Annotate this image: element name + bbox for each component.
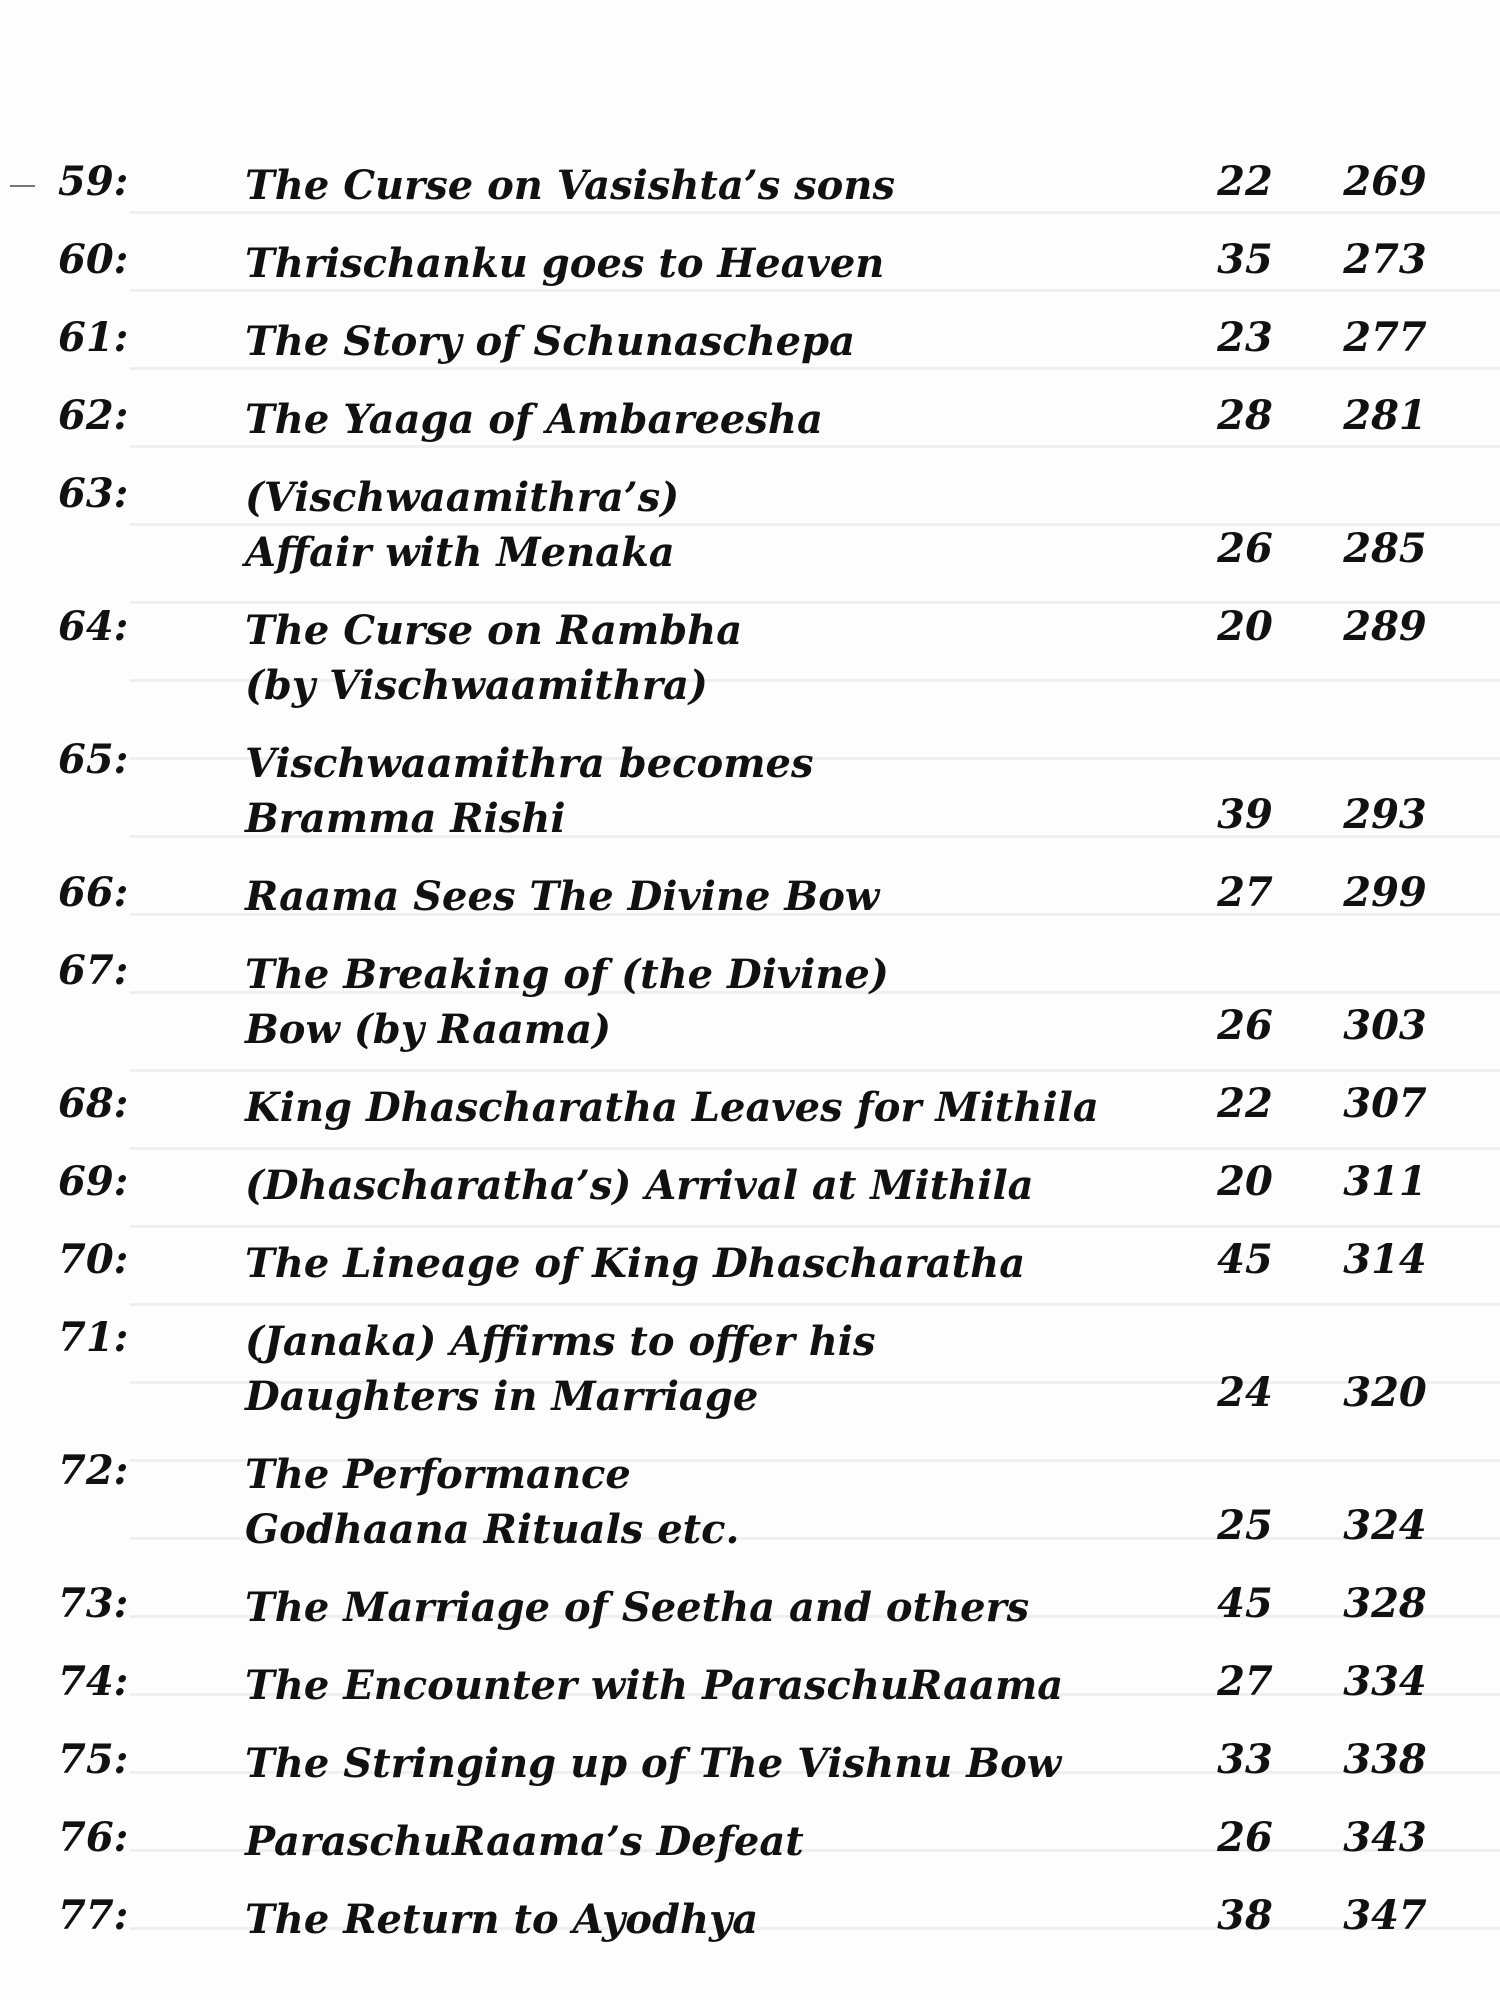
entry-title [245,236,1225,291]
entry-number: 61: [58,314,129,361]
entry-title-line: The Yaaga of Ambareesha [245,396,823,443]
entry-title [245,1314,1225,1424]
entry-page: 281 [1343,392,1427,439]
entry-number: 72: [58,1447,129,1494]
entry-title-line: Daughters in Marriage [245,1373,759,1420]
entry-chapters: 35 [1217,236,1273,283]
entry-page: 334 [1343,1658,1427,1705]
entry-number: 71: [58,1314,129,1361]
entry-page: 285 [1343,525,1427,572]
entry-number: 77: [58,1892,129,1939]
entry-chapters: 22 [1217,1080,1273,1127]
margin-mark [10,185,35,187]
entry-title-line: Godhaana Rituals etc. [245,1506,740,1553]
entry-chapters: 39 [1217,791,1273,838]
entry-title-line: The Stringing up of The Vishnu Bow [245,1740,1062,1787]
entry-title [245,869,1225,924]
entry-title-line: The Encounter with ParaschuRaama [245,1662,1064,1709]
entry-title-line: Bramma Rishi [245,795,566,842]
entry-page: 307 [1343,1080,1427,1127]
entry-chapters: 26 [1217,525,1273,572]
entry-number: 73: [58,1580,129,1627]
entry-title [245,736,1225,846]
entry-page: 338 [1343,1736,1427,1783]
entry-title-line: The Performance [245,1451,631,1498]
entry-page: 293 [1343,791,1427,838]
entry-title-line: The Curse on Vasishta’s sons [245,162,895,209]
entry-title [245,470,1225,580]
entry-chapters: 20 [1217,603,1273,650]
entry-title-line: Bow (by Raama) [245,1006,612,1053]
entry-chapters: 38 [1217,1892,1273,1939]
entry-title-line: (by Vischwaamithra) [245,662,708,709]
entry-chapters: 45 [1217,1580,1273,1627]
entry-chapters: 33 [1217,1736,1273,1783]
entry-title-line: ParaschuRaama’s Defeat [245,1818,804,1865]
entry-number: 66: [58,869,129,916]
entry-title [245,1736,1225,1791]
entry-title-line: Raama Sees The Divine Bow [245,873,880,920]
entry-number: 69: [58,1158,129,1205]
entry-page: 343 [1343,1814,1427,1861]
entry-title-line: Vischwaamithra becomes [245,740,814,787]
entry-title [245,1892,1225,1947]
entry-number: 59: [58,158,129,205]
entry-number: 68: [58,1080,129,1127]
entry-title-line: Affair with Menaka [245,529,675,576]
entry-number: 76: [58,1814,129,1861]
entry-page: 269 [1343,158,1427,205]
entry-page: 273 [1343,236,1427,283]
entry-number: 64: [58,603,129,650]
entry-title [245,392,1225,447]
entry-title-line: The Story of Schunaschepa [245,318,856,365]
entry-page: 277 [1343,314,1427,361]
entry-number: 67: [58,947,129,994]
entry-page: 314 [1343,1236,1427,1283]
entry-title-line: The Lineage of King Dhascharatha [245,1240,1026,1287]
entry-page: 299 [1343,869,1427,916]
entry-title [245,1580,1225,1635]
entry-page: 320 [1343,1369,1427,1416]
entry-number: 75: [58,1736,129,1783]
entry-title-line: The Breaking of (the Divine) [245,951,889,998]
entry-chapters: 20 [1217,1158,1273,1205]
entry-page: 324 [1343,1502,1427,1549]
entry-title [245,1658,1225,1713]
entry-title-line: (Janaka) Affirms to offer his [245,1318,876,1365]
entry-title [245,158,1225,213]
entry-chapters: 22 [1217,158,1273,205]
entry-title [245,314,1225,369]
entry-number: 70: [58,1236,129,1283]
entry-page: 303 [1343,1002,1427,1049]
entry-chapters: 45 [1217,1236,1273,1283]
entry-chapters: 24 [1217,1369,1273,1416]
entry-title [245,1236,1225,1291]
entry-title [245,1158,1225,1213]
entry-number: 74: [58,1658,129,1705]
entry-title-line: (Vischwaamithra’s) [245,474,680,521]
entry-title-line: (Dhascharatha’s) Arrival at Mithila [245,1162,1034,1209]
entry-title-line: The Marriage of Seetha and others [245,1584,1030,1631]
entry-chapters: 26 [1217,1814,1273,1861]
entry-title-line: The Curse on Rambha [245,607,743,654]
entry-title [245,1814,1225,1869]
entry-chapters: 27 [1217,869,1273,916]
entry-chapters: 27 [1217,1658,1273,1705]
entry-number: 62: [58,392,129,439]
entry-chapters: 25 [1217,1502,1273,1549]
entry-title [245,1080,1225,1135]
entry-page: 289 [1343,603,1427,650]
entry-number: 60: [58,236,129,283]
entry-title-line: King Dhascharatha Leaves for Mithila [245,1084,1099,1131]
entry-title [245,1447,1225,1557]
entry-chapters: 28 [1217,392,1273,439]
entry-title-line: The Return to Ayodhya [245,1896,759,1943]
entry-number: 65: [58,736,129,783]
entry-title [245,947,1225,1057]
entry-page: 311 [1343,1158,1427,1205]
entry-title [245,603,1225,713]
entry-page: 347 [1343,1892,1427,1939]
entry-number: 63: [58,470,129,517]
entry-chapters: 23 [1217,314,1273,361]
entry-title-line: Thrischanku goes to Heaven [245,240,885,287]
entry-page: 328 [1343,1580,1427,1627]
entry-chapters: 26 [1217,1002,1273,1049]
